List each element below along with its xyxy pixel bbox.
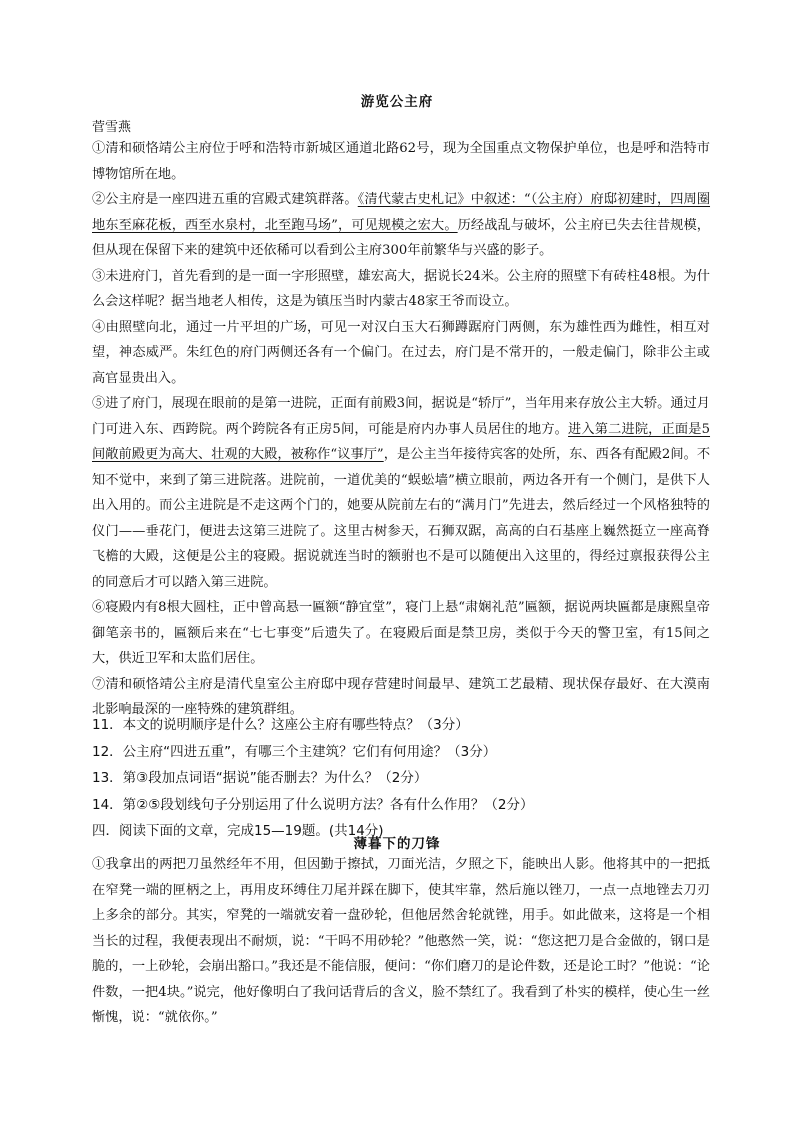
paragraph-5: [92, 391, 710, 595]
article-2-body: [92, 852, 710, 1031]
underlined-sentence-5: 进入第二进院，正面是5间敞前殿更为高大、壮观的大殿，被称作“议事厅”: [92, 421, 711, 462]
article-2-title: 薄暮下的刀锋: [353, 836, 441, 852]
article-title: 游览公主府: [360, 94, 434, 110]
section-heading-4: 四．阅读下面的文章，完成15—19题。(共14分): [92, 823, 384, 839]
paragraph-5-text-b: ，是公主当年接待宾客的处所，东、西各有配殿2间。不知不觉中，来到了第三进院落。进院前，一道优美的“蜈蚣墙”横立眼前，两边各开有一个侧门，是供下人出入用的。而公主进院是不走这两个门的，她要从院前左右的“满月门”先进去，然后经过一个风格独特的仪门——垂花门，便进去这第三进院了。这里古树参天，石狮双踞，高高的白石基座上巍然挺立一座高脊飞檐的大殿，这便是公主的寝殿。据说就连当时的额驸也不是可以随便出入这里的，得经过禀报获得公主的同意后才可以踏入第三进院。: [92, 447, 711, 590]
article-body: [92, 136, 710, 723]
paragraph-2-text-b: 历经战乱与破坏，公主府已失去往昔规模，但从现在保留下来的建筑中还依稀可以看到公主府300年前繁华与兴盛的影子。: [92, 217, 710, 258]
question-13: 13．第③段加点词语“据说”能否删去？为什么？（2分）: [92, 770, 428, 786]
paragraph-1: ①清和硕恪靖公主府位于呼和浩特市新城区通道北路62号，现为全国重点文物保护单位，也是呼和浩特市博物馆所在地。: [92, 141, 710, 182]
question-11: 11．本文的说明顺序是什么？这座公主府有哪些特点？（3分）: [92, 717, 469, 733]
paragraph-5-text-a: ⑤进了府门，展现在眼前的是第一进院，正面有前殿3间，据说是“轿厅”，当年用来存放公主大轿。通过月门可进入东、西跨院。两个跨院各有正房5间，可能是府内办事人员居住的地方。: [92, 396, 710, 437]
paragraph-6: ⑥寝殿内有8根大圆柱，正中曾高悬一匾额“静宜堂”，寝门上悬“肃娴礼范”匾额，据说两块匾都是康熙皇帝御笔亲书的，匾额后来在“七七事变”后遗失了。在寝殿后面是禁卫房，类似于今天的警卫室，有15间之大，供近卫军和太监们居住。: [92, 600, 710, 666]
paragraph-2-text-a: ②公主府是一座四进五重的宫殿式建筑群落。: [92, 192, 358, 207]
article-2-paragraph-1: ①我拿出的两把刀虽然经年不用，但因勤于擦拭，刀面光洁，夕照之下，能映出人影。他将其中的一把抵在窄凳一端的匣柄之上，再用皮环缚住刀尾并踩在脚下，使其牢靠，然后施以锉刀，一点一点地锉去刀刃上多余的部分。其实，窄凳的一端就安着一盘砂轮，但他居然舍轮就锉，用手。如此做来，这将是一个相当长的过程，我便表现出不耐烦，说：“干吗不用砂轮？”他憨然一笑，说：“您这把刀是合金做的，钢口是脆的，一上砂轮，会崩出豁口。”我还是不能信服，便问：“你们磨刀的是论件数，还是论工时？”他说：“论件数，一把4块。”说完，他好像明白了我问话背后的含义，脸不禁红了。我看到了朴实的模样，使心生一丝惭愧，说：“就依你。”: [92, 857, 710, 1025]
underlined-sentence-2: 《清代蒙古史札记》中叙述：“（公主府）府邸初建时，四周圈地东至麻花板，西至水泉村，北至跑马场”，可见规模之宏大。: [92, 192, 711, 233]
question-12: 12．公主府“四进五重”，有哪三个主建筑？它们有何用途？（3分）: [92, 743, 497, 760]
question-14: 14．第②⑤段划线句子分别运用了什么说明方法？各有什么作用？（2分）: [92, 796, 534, 813]
paragraph-4: ④由照壁向北，通过一片平坦的广场，可见一对汉白玉大石狮蹲踞府门两侧，东为雄性西为雌性，相互对望，神态威严。朱红色的府门两侧还各有一个偏门。在过去，府门是不常开的，一般走偏门，除非公主或高官显贵出入。: [92, 319, 710, 386]
paragraph-2: [92, 187, 710, 264]
question-list: [92, 712, 710, 845]
article-author: 菅雪燕: [92, 120, 132, 135]
paragraph-3: ③未进府门，首先看到的是一面一字形照壁，雄宏高大，据说长24米。公主府的照壁下有砖柱48根。为什么会这样呢？据当地老人相传，这是为镇压当时内蒙古48家王爷而设立。: [92, 268, 710, 309]
paragraph-7: ⑦清和硕恪靖公主府是清代皇室公主府邸中现存营建时间最早、建筑工艺最精、现状保存最好、在大漠南北影响最深的一座特殊的建筑群组。: [92, 676, 710, 717]
